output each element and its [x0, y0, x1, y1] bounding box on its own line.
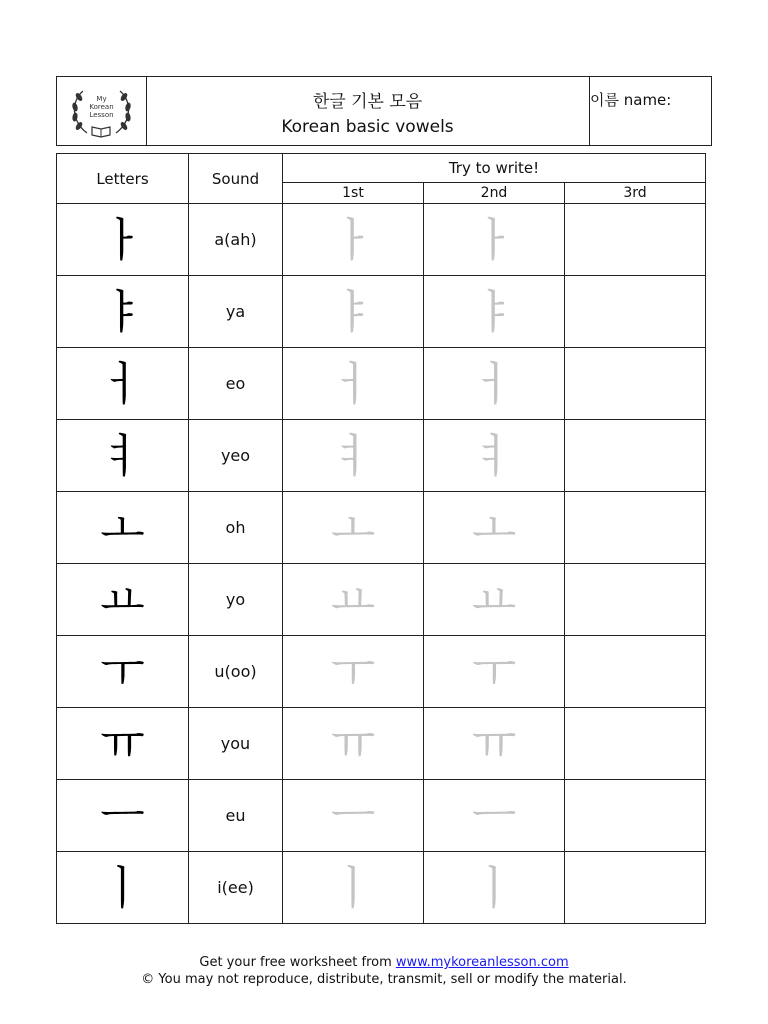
trace-2nd-cell[interactable]: ㅡ	[424, 780, 565, 852]
letter-cell: ㅗ	[57, 492, 189, 564]
write-3rd-cell[interactable]	[565, 780, 706, 852]
trace-1st-cell[interactable]: ㅑ	[283, 276, 424, 348]
trace-1st-cell[interactable]: ㅕ	[283, 420, 424, 492]
letter-cell: ㅏ	[57, 204, 189, 276]
laurel-logo-icon	[57, 77, 146, 145]
write-3rd-cell[interactable]	[565, 420, 706, 492]
letter-cell: ㅜ	[57, 636, 189, 708]
table-row	[57, 708, 706, 780]
header-2nd: 2nd	[424, 183, 565, 204]
trace-1st-cell[interactable]: ㅠ	[283, 708, 424, 780]
letter-cell: ㅣ	[57, 852, 189, 924]
logo-text-3: Lesson	[89, 111, 114, 119]
sound-cell: u(oo)	[189, 636, 283, 708]
sound-cell: eo	[189, 348, 283, 420]
sound-cell: i(ee)	[189, 852, 283, 924]
table-row	[57, 492, 706, 564]
trace-2nd-cell[interactable]: ㅕ	[424, 420, 565, 492]
trace-2nd-cell[interactable]: ㅛ	[424, 564, 565, 636]
table-row	[57, 348, 706, 420]
table-row	[57, 780, 706, 852]
trace-1st-cell[interactable]: ㅛ	[283, 564, 424, 636]
footer-copyright: © You may not reproduce, distribute, transmit, sell or modify the material.	[141, 972, 627, 987]
sound-cell: a(ah)	[189, 204, 283, 276]
sound-cell: eu	[189, 780, 283, 852]
trace-2nd-cell[interactable]: ㅗ	[424, 492, 565, 564]
table-row	[57, 636, 706, 708]
footer-prefix: Get your free worksheet from	[199, 955, 396, 970]
letter-cell: ㅛ	[57, 564, 189, 636]
footer-line-1	[0, 955, 768, 970]
name-label: 이름 name:	[590, 91, 672, 109]
write-3rd-cell[interactable]	[565, 204, 706, 276]
write-3rd-cell[interactable]	[565, 276, 706, 348]
trace-1st-cell[interactable]: ㅗ	[283, 492, 424, 564]
letter-cell: ㅠ	[57, 708, 189, 780]
header-1st: 1st	[283, 183, 424, 204]
table-row	[57, 852, 706, 924]
header-3rd: 3rd	[565, 183, 706, 204]
letter-cell: ㅡ	[57, 780, 189, 852]
table-row	[57, 204, 706, 276]
trace-2nd-cell[interactable]: ㅓ	[424, 348, 565, 420]
sound-cell: ya	[189, 276, 283, 348]
letter-cell: ㅓ	[57, 348, 189, 420]
trace-2nd-cell[interactable]: ㅜ	[424, 636, 565, 708]
title-korean: 한글 기본 모음	[312, 92, 423, 112]
logo-text-1: My	[96, 95, 107, 103]
header-sound: Sound	[189, 154, 283, 204]
trace-2nd-cell[interactable]: ㅠ	[424, 708, 565, 780]
table-row	[57, 564, 706, 636]
trace-2nd-cell[interactable]: ㅑ	[424, 276, 565, 348]
letter-cell: ㅕ	[57, 420, 189, 492]
title-english: Korean basic vowels	[281, 117, 454, 137]
worksheet-header	[56, 76, 712, 146]
table-row	[57, 420, 706, 492]
trace-1st-cell[interactable]: ㅣ	[283, 852, 424, 924]
table-row	[57, 276, 706, 348]
trace-1st-cell[interactable]: ㅏ	[283, 204, 424, 276]
trace-1st-cell[interactable]: ㅜ	[283, 636, 424, 708]
trace-1st-cell[interactable]: ㅓ	[283, 348, 424, 420]
header-try-to-write: Try to write!	[283, 154, 706, 183]
write-3rd-cell[interactable]	[565, 636, 706, 708]
vowel-table	[56, 153, 706, 924]
sound-cell: you	[189, 708, 283, 780]
sound-cell: oh	[189, 492, 283, 564]
trace-2nd-cell[interactable]: ㅣ	[424, 852, 565, 924]
logo	[57, 77, 147, 145]
write-3rd-cell[interactable]	[565, 492, 706, 564]
website-link[interactable]: www.mykoreanlesson.com	[395, 955, 569, 970]
write-3rd-cell[interactable]	[565, 708, 706, 780]
write-3rd-cell[interactable]	[565, 348, 706, 420]
logo-text-2: Korean	[89, 103, 114, 111]
title-cell	[146, 77, 590, 145]
write-3rd-cell[interactable]	[565, 852, 706, 924]
header-letters: Letters	[57, 154, 189, 204]
letter-cell: ㅑ	[57, 276, 189, 348]
write-3rd-cell[interactable]	[565, 564, 706, 636]
sound-cell: yo	[189, 564, 283, 636]
trace-1st-cell[interactable]: ㅡ	[283, 780, 424, 852]
trace-2nd-cell[interactable]: ㅏ	[424, 204, 565, 276]
sound-cell: yeo	[189, 420, 283, 492]
